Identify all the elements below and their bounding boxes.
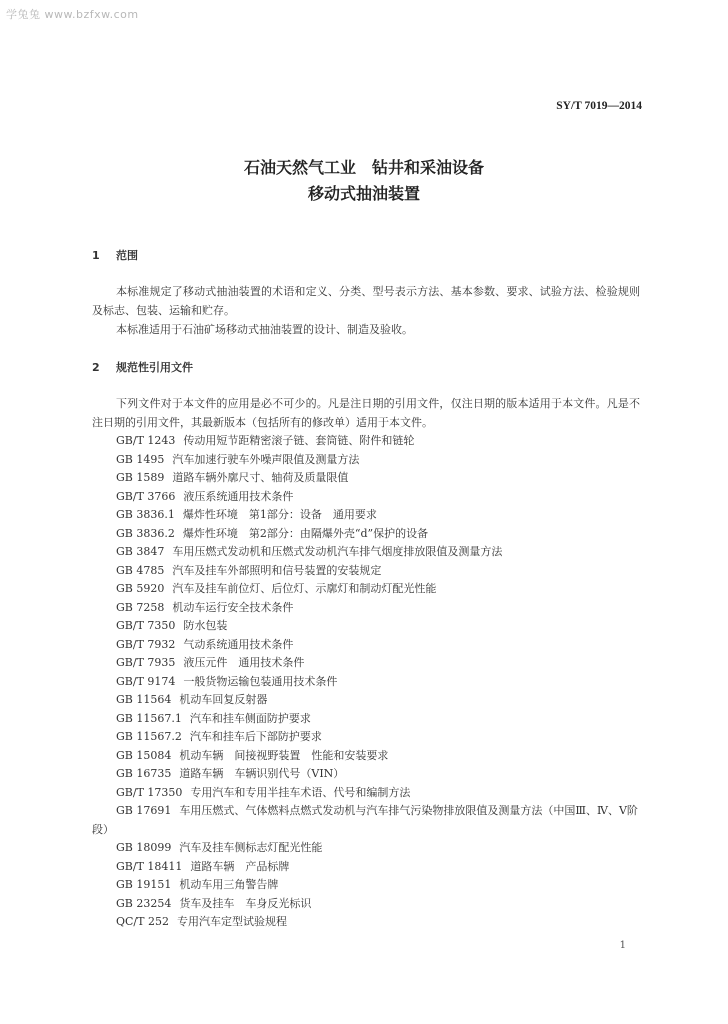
reference-code: GB/T 1243	[116, 434, 176, 447]
reference-item	[92, 469, 640, 488]
reference-title: 液压元件 通用技术条件	[183, 656, 305, 669]
reference-item	[92, 895, 640, 914]
reference-code: GB/T 18411	[116, 859, 183, 873]
normative-intro-paragraph: 下列文件对于本文件的应用是必不可少的。凡是注日期的引用文件，仅注日期的版本适用于本文件。凡是不注日期的引用文件，其最新版本（包括所有的修改单）适用于本文件。	[92, 397, 640, 429]
reference-title: 货车及挂车 车身反光标识	[179, 896, 312, 910]
reference-code: GB 1589	[116, 471, 165, 484]
reference-title: 爆炸性环境 第1部分：设备 通用要求	[182, 508, 377, 521]
watermark: 学兔兔 www.bzfxw.com	[6, 8, 139, 21]
reference-code: GB 1495	[116, 452, 165, 466]
reference-code: GB/T 9174	[116, 674, 176, 688]
reference-title: 汽车及挂车侧标志灯配光性能	[179, 841, 323, 854]
reference-code: GB/T 7350	[116, 619, 176, 632]
section-number: 1	[92, 249, 100, 262]
reference-item	[92, 876, 640, 895]
reference-title: 专用汽车和专用半挂车术语、代号和编制方法	[190, 785, 411, 799]
reference-title: 机动车辆 间接视野装置 性能和安装要求	[179, 748, 389, 762]
reference-list	[92, 432, 640, 932]
reference-code: QC/T 252	[116, 915, 169, 928]
reference-title: 汽车和挂车后下部防护要求	[189, 730, 322, 743]
reference-code: GB 3836.2	[116, 526, 175, 540]
reference-item	[92, 747, 640, 766]
reference-code: GB 23254	[116, 896, 172, 910]
reference-item	[92, 654, 640, 673]
reference-item	[92, 432, 640, 451]
document-title-line-2: 移动式抽油装置	[307, 184, 420, 203]
reference-title: 一般货物运输包装通用技术条件	[183, 674, 338, 688]
reference-item	[92, 691, 640, 710]
reference-title: 车用压燃式、气体燃料点燃式发动机与汽车排气污染物排放限值及测量方法（中国Ⅲ、Ⅳ、Ⅴ阶段）	[92, 804, 638, 836]
reference-code: GB 11567.2	[116, 730, 182, 743]
reference-code: GB/T 7932	[116, 637, 176, 651]
reference-title: 机动车运行安全技术条件	[172, 600, 294, 614]
section-heading-normative-references	[92, 359, 193, 375]
scope-paragraph: 本标准适用于石油矿场移动式抽油装置的设计、制造及验收。	[116, 323, 413, 336]
section-title: 规范性引用文件	[116, 361, 193, 374]
reference-item	[92, 673, 640, 692]
reference-item	[92, 710, 640, 729]
reference-title: 车用压燃式发动机和压燃式发动机汽车排气烟度排放限值及测量方法	[172, 545, 503, 558]
reference-item	[92, 451, 640, 470]
reference-item	[92, 728, 640, 747]
reference-code: GB/T 3766	[116, 489, 176, 503]
reference-title: 汽车和挂车侧面防护要求	[189, 711, 311, 725]
reference-code: GB 5920	[116, 582, 165, 595]
scope-paragraph: 本标准规定了移动式抽油装置的术语和定义、分类、型号表示方法、基本参数、要求、试验方法、检验规则及标志、包装、运输和贮存。	[92, 285, 640, 317]
section-heading-scope	[92, 247, 138, 263]
reference-item	[92, 765, 640, 784]
reference-item	[92, 562, 640, 581]
section-number: 2	[92, 361, 100, 374]
reference-title: 汽车加速行驶车外噪声限值及测量方法	[172, 452, 360, 466]
reference-code: GB 3847	[116, 545, 165, 558]
reference-code: GB 16735	[116, 767, 172, 780]
reference-title: 道路车辆 车辆识别代号（VIN）	[179, 767, 345, 780]
reference-code: GB/T 7935	[116, 656, 176, 669]
reference-title: 爆炸性环境 第2部分：由隔爆外壳“d”保护的设备	[182, 526, 429, 540]
reference-item	[92, 617, 640, 636]
reference-code: GB 19151	[116, 878, 172, 891]
reference-title: 液压系统通用技术条件	[183, 489, 294, 503]
reference-title: 气动系统通用技术条件	[183, 637, 294, 651]
reference-code: GB 18099	[116, 841, 172, 854]
reference-code: GB 17691	[116, 804, 172, 817]
reference-item	[92, 525, 640, 544]
reference-item	[92, 636, 640, 655]
reference-title: 道路车辆外廓尺寸、轴荷及质量限值	[172, 471, 349, 484]
reference-item	[92, 913, 640, 932]
reference-title: 汽车及挂车外部照明和信号装置的安装规定	[172, 563, 382, 577]
reference-item	[92, 488, 640, 507]
reference-title: 道路车辆 产品标牌	[190, 859, 290, 873]
reference-title: 汽车及挂车前位灯、后位灯、示廓灯和制动灯配光性能	[172, 582, 437, 595]
reference-code: GB 3836.1	[116, 508, 175, 521]
reference-item	[92, 580, 640, 599]
reference-title: 机动车回复反射器	[179, 693, 268, 706]
reference-code: GB 7258	[116, 600, 165, 614]
reference-title: 传动用短节距精密滚子链、套筒链、附件和链轮	[183, 434, 415, 447]
reference-item	[92, 802, 640, 839]
reference-title: 专用汽车定型试验规程	[176, 915, 287, 928]
reference-item	[92, 784, 640, 803]
document-title-line-1: 石油天然气工业 钻井和采油设备	[243, 158, 484, 177]
reference-item	[92, 506, 640, 525]
reference-code: GB 11564	[116, 693, 172, 706]
reference-item	[92, 839, 640, 858]
standard-number: SY/T 7019—2014	[556, 100, 642, 112]
reference-code: GB/T 17350	[116, 785, 183, 799]
reference-code: GB 15084	[116, 748, 172, 762]
reference-code: GB 4785	[116, 563, 165, 577]
reference-item	[92, 543, 640, 562]
section-title: 范围	[116, 249, 138, 262]
reference-title: 机动车用三角警告牌	[179, 878, 279, 891]
reference-title: 防水包装	[183, 619, 228, 632]
page-number: 1	[619, 940, 626, 951]
reference-code: GB 11567.1	[116, 711, 182, 725]
reference-item	[92, 599, 640, 618]
reference-item	[92, 858, 640, 877]
